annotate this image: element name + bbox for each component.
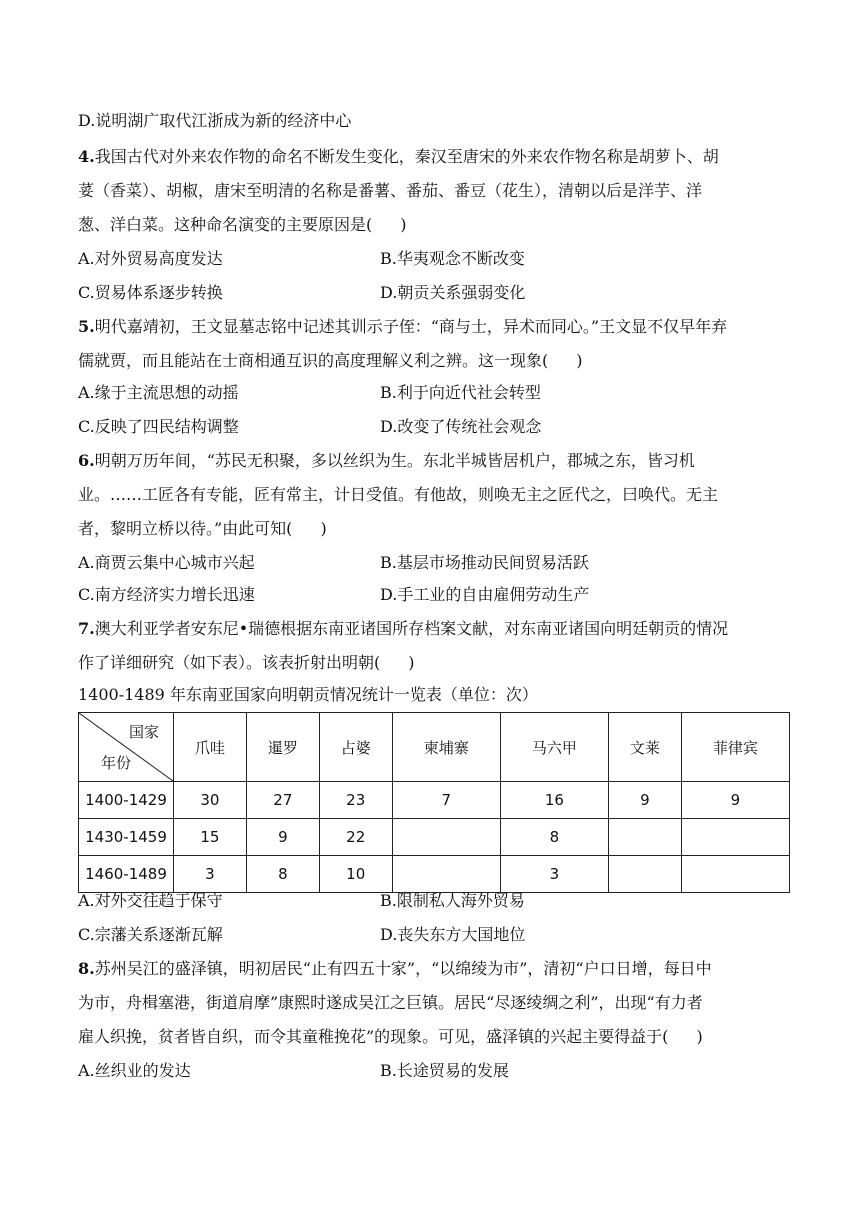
q3-option-d	[78, 110, 351, 132]
table-cell: 15	[174, 819, 247, 856]
table-cell: 27	[246, 782, 319, 819]
table-cell: 3	[174, 856, 247, 893]
table-cell	[392, 856, 500, 893]
q8-text-line2: 为市，舟楫塞港，街道肩摩”康熙时遂成吴江之巨镇。居民“尽逐绫绸之利”，出现“有力者	[78, 993, 703, 1012]
q4-text-line2: 荽（香菜）、胡椒，唐宋至明清的名称是番薯、番茄、番豆（花生），清朝以后是洋芋、洋	[78, 181, 703, 200]
header-country: 马六甲	[500, 713, 608, 782]
header-country: 占婆	[319, 713, 392, 782]
question-text: 我国古代对外来农作物的命名不断发生变化，秦汉至唐宋的外来农作物名称是胡萝卜、胡	[94, 147, 719, 166]
q4-option-d: D.朝贡关系强弱变化	[380, 283, 526, 302]
question-number: 7.	[78, 619, 95, 638]
row-period: 1400-1429	[79, 782, 174, 819]
q4-option-b: B.华夷观念不断改变	[380, 249, 525, 268]
q4-option-c: C.贸易体系逐步转换	[78, 283, 223, 302]
table-cell: 22	[319, 819, 392, 856]
table-cell: 10	[319, 856, 392, 893]
corner-label-country: 国家	[128, 723, 159, 741]
q5-text-line2	[78, 350, 583, 372]
table-cell: 23	[319, 782, 392, 819]
q7-text-line1	[78, 618, 728, 640]
table-row	[79, 819, 790, 856]
q6-option-b: B.基层市场推动民间贸易活跃	[380, 553, 589, 572]
close-paren: )	[696, 1027, 703, 1046]
question-text: 作了详细研究（如下表）。该表折射出明朝(	[78, 653, 381, 672]
question-text: 雇人织挽，贫者皆自织，而令其童稚挽花”的现象。可见，盛泽镇的兴起主要得益于(	[78, 1027, 669, 1046]
question-number: 6.	[78, 451, 95, 470]
q5-option-d: D.改变了传统社会观念	[380, 417, 542, 436]
q6-option-d: D.手工业的自由雇佣劳动生产	[380, 585, 590, 604]
table-row	[79, 856, 790, 893]
table-cell: 8	[500, 819, 608, 856]
q5-option-a: A.缘于主流思想的动摇	[78, 383, 239, 402]
close-paren: )	[576, 351, 583, 370]
table-cell	[608, 819, 681, 856]
question-number: 8.	[78, 959, 95, 978]
q6-option-c: C.南方经济实力增长迅速	[78, 585, 255, 604]
question-text: 者，黎明立桥以待。”由此可知(	[78, 519, 293, 538]
q4-text-line1	[78, 146, 719, 168]
q7-option-d: D.丧失东方大国地位	[380, 925, 526, 944]
question-text: 澳大利亚学者安东尼•瑞德根据东南亚诸国所存档案文献，对东南亚诸国向明廷朝贡的情况	[94, 619, 729, 638]
q4-option-a: A.对外贸易高度发达	[78, 249, 223, 268]
q4-text-line3	[78, 214, 407, 236]
table-cell	[681, 856, 789, 893]
q6-text-line2: 业。……工匠各有专能，匠有常主，计日受值。有他故，则唤无主之匠代之，曰唤代。无主	[78, 485, 719, 504]
table-cell: 3	[500, 856, 608, 893]
row-period: 1460-1489	[79, 856, 174, 893]
tribute-table	[78, 712, 790, 893]
table-corner-cell	[79, 713, 174, 782]
q6-option-a: A.商贾云集中心城市兴起	[78, 553, 255, 572]
q8-text-line1	[78, 958, 712, 980]
q7-text-line2	[78, 652, 415, 674]
header-country: 爪哇	[174, 713, 247, 782]
q5-text-line1	[78, 316, 727, 338]
q8-option-b: B.长途贸易的发展	[380, 1061, 509, 1080]
row-period: 1430-1459	[79, 819, 174, 856]
question-text: 葱、洋白菜。这种命名演变的主要原因是(	[78, 215, 373, 234]
q5-option-c: C.反映了四民结构调整	[78, 417, 239, 436]
table-cell: 8	[246, 856, 319, 893]
question-text: 明朝万历年间，“苏民无积聚，多以丝织为生。东北半城皆居机户，郡城之东，皆习机	[94, 451, 695, 470]
q6-text-line1	[78, 450, 695, 472]
table-header-row	[79, 713, 790, 782]
table-title: 1400-1489 年东南亚国家向明朝贡情况统计一览表（单位：次）	[78, 685, 538, 704]
option-text: D.说明湖广取代江浙成为新的经济中心	[78, 111, 352, 130]
header-country: 柬埔寨	[392, 713, 500, 782]
q7-option-b: B.限制私人海外贸易	[380, 891, 525, 910]
close-paren: )	[400, 215, 407, 234]
table-cell: 30	[174, 782, 247, 819]
table-row	[79, 782, 790, 819]
question-number: 5.	[78, 317, 95, 336]
q6-text-line3	[78, 518, 327, 540]
question-text: 明代嘉靖初，王文显墓志铭中记述其训示子侄：“商与士，异术而同心。”王文显不仅早年弃	[94, 317, 728, 336]
table-cell	[392, 819, 500, 856]
close-paren: )	[320, 519, 327, 538]
table-cell	[681, 819, 789, 856]
table-cell: 9	[681, 782, 789, 819]
q7-option-c: C.宗藩关系逐渐瓦解	[78, 925, 223, 944]
q7-option-a: A.对外交往趋于保守	[78, 891, 223, 910]
q5-option-b: B.利于向近代社会转型	[380, 383, 541, 402]
table-cell	[608, 856, 681, 893]
header-country: 暹罗	[246, 713, 319, 782]
question-number: 4.	[78, 147, 95, 166]
q8-text-line3	[78, 1026, 703, 1048]
header-country: 文莱	[608, 713, 681, 782]
q8-option-a: A.丝织业的发达	[78, 1061, 191, 1080]
table-cell: 16	[500, 782, 608, 819]
question-text: 儒就贾，而且能站在士商相通互识的高度理解义利之辨。这一现象(	[78, 351, 549, 370]
header-country: 菲律宾	[681, 713, 789, 782]
table-cell: 9	[246, 819, 319, 856]
close-paren: )	[408, 653, 415, 672]
table-cell: 7	[392, 782, 500, 819]
table-cell: 9	[608, 782, 681, 819]
corner-label-year: 年份	[101, 754, 132, 772]
question-text: 苏州吴江的盛泽镇，明初居民“止有四五十家”，“以绵绫为市”，清初“户口日增，每日中	[94, 959, 712, 978]
